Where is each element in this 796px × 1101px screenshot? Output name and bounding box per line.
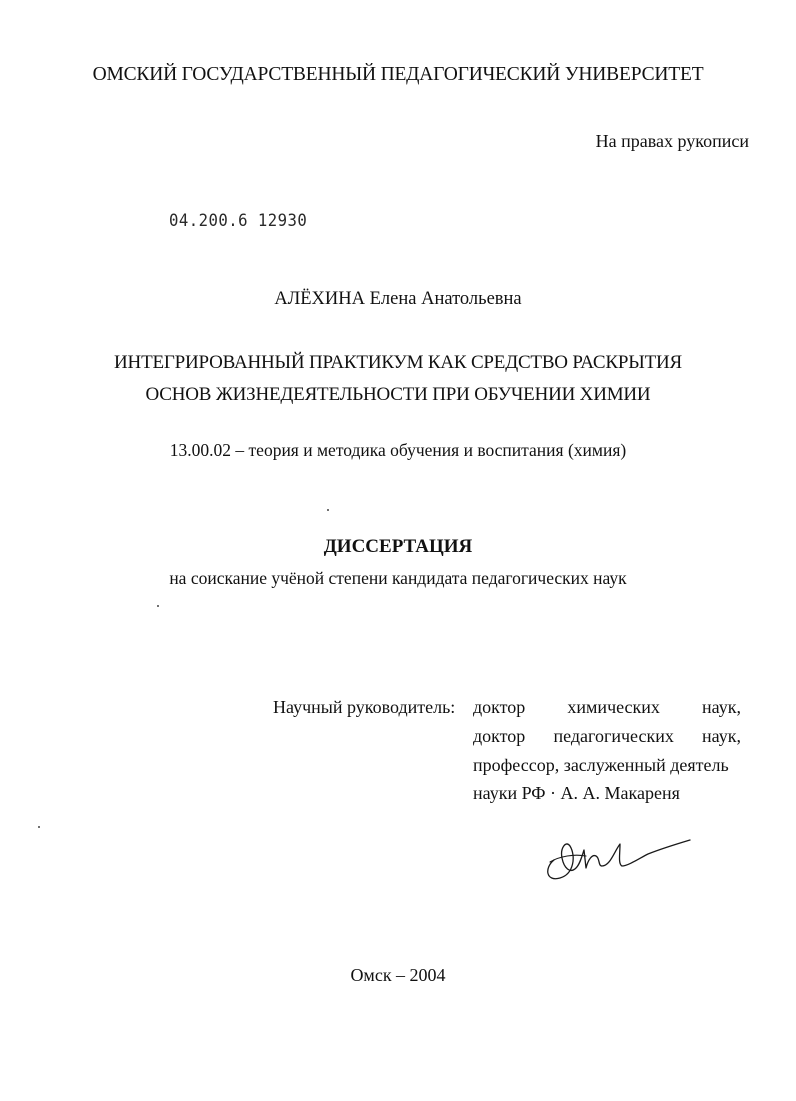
university-name: ОМСКИЙ ГОСУДАРСТВЕННЫЙ ПЕДАГОГИЧЕСКИЙ УНИВЕРСИТЕТ — [92, 64, 704, 85]
supervisor-word: наук, — [702, 726, 741, 746]
manuscript-rights-note: На правах рукописи — [595, 131, 749, 151]
specialty-code: 13.00.02 – теория и методика обучения и воспитания (химия) — [169, 440, 627, 460]
scan-speck — [327, 509, 329, 511]
supervisor-line-1 — [473, 697, 741, 718]
supervisor-word: химических — [567, 697, 660, 717]
supervisor-word: наук, — [702, 697, 741, 717]
supervisor-label: Научный руководитель: — [273, 697, 456, 717]
document-type: ДИССЕРТАЦИЯ — [323, 536, 473, 557]
thesis-title-line-1: ИНТЕГРИРОВАННЫЙ ПРАКТИКУМ КАК СРЕДСТВО РАСКРЫТИЯ — [114, 352, 682, 373]
supervisor-word: доктор — [473, 726, 526, 746]
library-stamp-number: 04.200.6 12930 — [169, 211, 308, 231]
degree-description: на соискание учёной степени кандидата педагогических наук — [169, 568, 627, 588]
supervisor-line-3: профессор, заслуженный деятель — [473, 755, 729, 775]
supervisor-word: доктор — [473, 697, 526, 717]
author-name: АЛЁХИНА Елена Анатольевна — [274, 289, 522, 309]
supervisor-word: педагогических — [553, 726, 674, 746]
city-year: Омск – 2004 — [350, 965, 446, 985]
supervisor-line-4: науки РФ · А. А. Макареня — [473, 783, 680, 803]
supervisor-line-2 — [473, 726, 741, 747]
scan-speck — [157, 605, 159, 607]
thesis-title-line-2: ОСНОВ ЖИЗНЕДЕЯТЕЛЬНОСТИ ПРИ ОБУЧЕНИИ ХИМИИ — [145, 384, 651, 405]
supervisor-signature — [540, 822, 710, 892]
scan-speck — [38, 826, 40, 828]
